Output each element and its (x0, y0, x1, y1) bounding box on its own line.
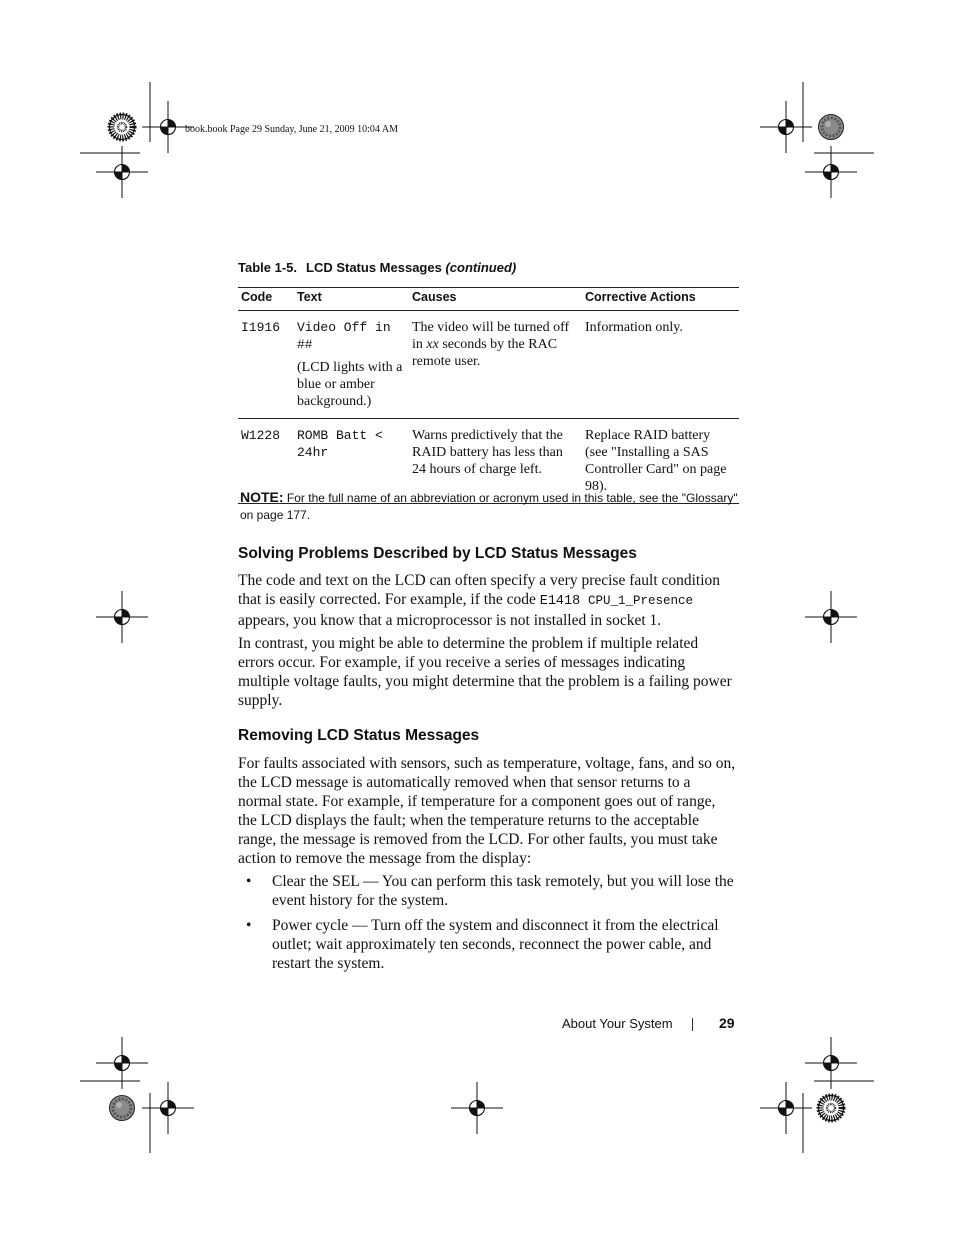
footer-chapter-title: About Your System (562, 1016, 673, 1031)
cell-code: W1228 (238, 419, 294, 504)
paragraph-text: appears, you know that a microprocessor is not installed in socket 1. (238, 612, 662, 629)
table-caption-number: Table 1-5. (238, 260, 298, 275)
print-slug: book.book Page 29 Sunday, June 21, 2009 10:04 AM (185, 124, 398, 135)
cell-causes: Warns predictively that the RAID battery has less than 24 hours of charge left. (409, 419, 582, 504)
section-heading-solving: Solving Problems Described by LCD Status Messages (238, 545, 637, 562)
note-text: For the full name of an abbreviation or acronym used in this table, see the "Glossary" on page 177. (240, 491, 738, 522)
cell-text (294, 311, 409, 419)
cell-text-value: Video Off in ## (297, 320, 391, 352)
table-row (238, 311, 739, 419)
list-item (238, 872, 738, 910)
list-item (238, 916, 738, 973)
lcd-status-table (238, 287, 739, 504)
list-item-text: Power cycle — Turn off the system and disconnect it from the electrical outlet; wait approximately ten seconds, reconnect the power cable, and restart the system. (272, 917, 719, 972)
table-caption (238, 260, 516, 275)
causes-text: The video will be turned off in (412, 320, 570, 352)
table-caption-suffix: (continued) (445, 260, 517, 275)
cell-code: I1916 (238, 311, 294, 419)
page-number: 29 (719, 1015, 735, 1031)
inline-code: E1418 (539, 594, 581, 609)
inline-code: CPU_1_Presence (587, 594, 694, 608)
column-header-causes: Causes (409, 288, 582, 311)
bullet-list (238, 872, 738, 979)
section-heading-removing: Removing LCD Status Messages (238, 727, 480, 744)
note-label: NOTE: (240, 489, 284, 505)
column-header-code: Code (238, 288, 294, 311)
column-header-actions: Corrective Actions (582, 288, 739, 311)
bullet-icon: • (246, 917, 252, 934)
paragraph (238, 571, 738, 630)
paragraph: In contrast, you might be able to determine the problem if multiple related errors occur. For example, if you receive a series of messages indicating multiple voltage faults, you might determine that the problem is a failing power supply. (238, 635, 732, 709)
cell-actions: Replace RAID battery (see "Installing a SAS Controller Card" on page 98). (582, 419, 739, 504)
cell-causes (409, 311, 582, 419)
causes-text: seconds by the RAC remote user. (412, 337, 558, 369)
list-item-text: Clear the SEL — You can perform this task remotely, but you will lose the event history for the system. (272, 873, 734, 909)
cell-actions: Information only. (582, 311, 739, 419)
table-header-row (238, 288, 739, 311)
cell-text-note: (LCD lights with a blue or amber background.) (297, 360, 403, 409)
table-caption-title: LCD Status Messages (306, 260, 442, 275)
bullet-icon: • (246, 873, 252, 890)
footer-divider (692, 1018, 693, 1031)
cell-text: ROMB Batt < 24hr (294, 419, 409, 504)
paragraph: For faults associated with sensors, such as temperature, voltage, fans, and so on, the LCD message is automatically removed when that sensor returns to a normal state. For example, if temperature for a component goes out of range, the LCD displays the fault; when the temperature returns to the acceptable range, the message is removed from the LCD. For other faults, you must take action to remove the message from the display: (238, 755, 736, 867)
paragraph-text: The code and text on the LCD can often specify a very precise fault condition that is easily corrected. For example, if the code (238, 572, 721, 608)
column-header-text: Text (294, 288, 409, 311)
causes-variable: xx (426, 337, 439, 352)
table-note (240, 489, 740, 524)
